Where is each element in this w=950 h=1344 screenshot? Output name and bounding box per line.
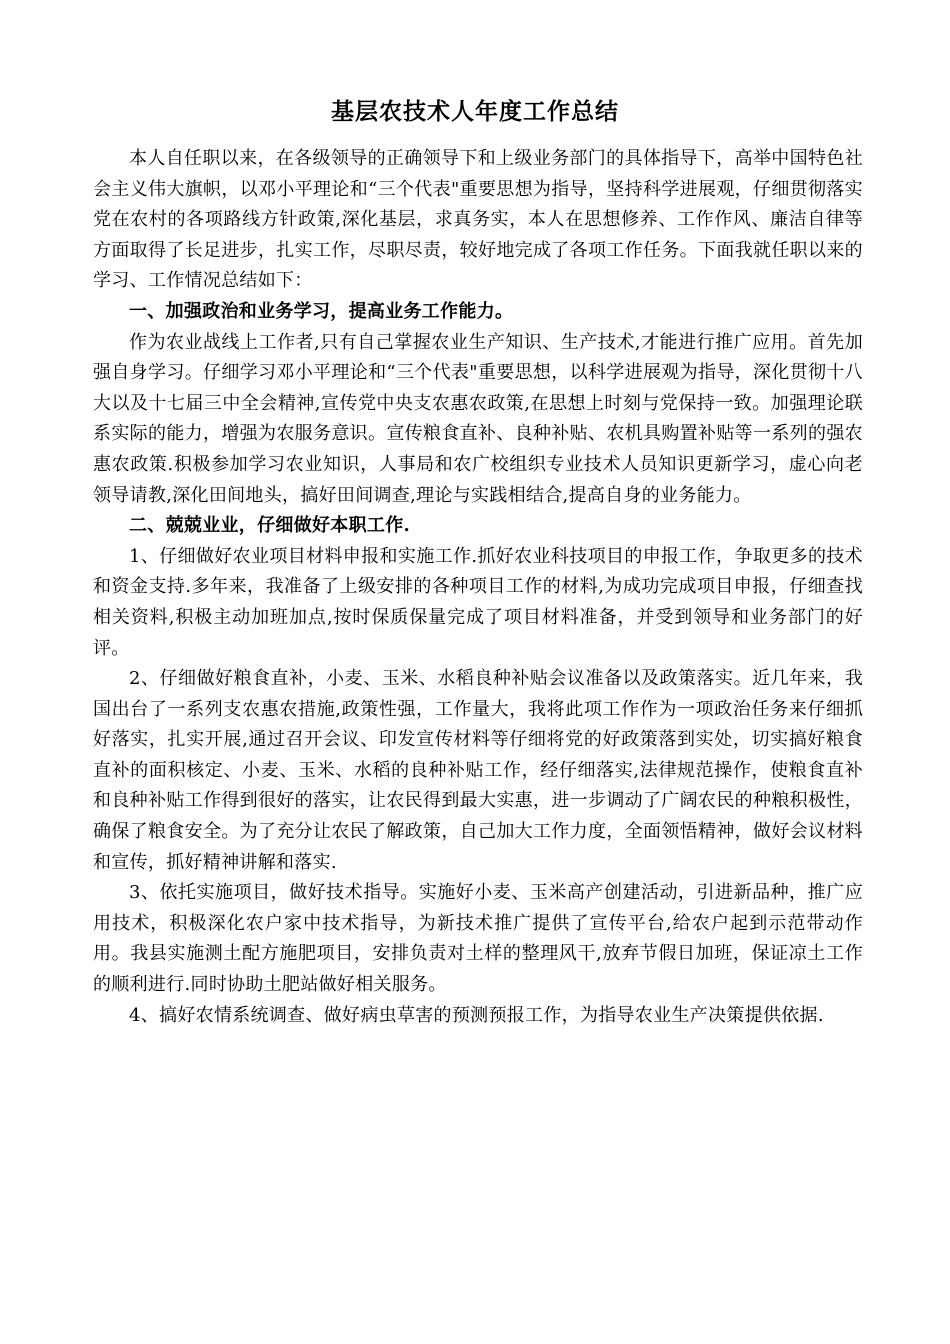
document-body — [93, 144, 863, 1031]
paragraph-item-2: 2、仔细做好粮食直补，小麦、玉米、水稻良种补贴会议准备以及政策落实。近几年来，我国出台了一系列支农惠农措施,政策性强，工作量大，我将此项工作作为一项政治任务来仔细抓好落实，扎实开展,通过召开会议、印发宣传材料等仔细将党的好政策落到实处，切实搞好粮食直补的面积核定、小麦、玉米、水稻的良种补贴工作，经仔细落实,法律规范操作，使粮食直补和良种补贴工作得到很好的落实，让农民得到最大实惠，进一步调动了广阔农民的种粮积极性，确保了粮食安全。为了充分让农民了解政策，自己加大工作力度，全面领悟精神，做好会议材料和宣传，抓好精神讲解和落实. — [93, 668, 863, 873]
paragraph-item-3: 3、依托实施项目，做好技术指导。实施好小麦、玉米高产创建活动，引进新品种，推广应用技术，积极深化农户家中技术指导，为新技术推广提供了宣传平台,给农户起到示范带动作用。我县实施测土配方施肥项目，安排负责对土样的整理风干,放弃节假日加班，保证凉土工作的顺利进行.同时协助土肥站做好相关服务。 — [93, 882, 863, 996]
paragraph-item-1: 1、仔细做好农业项目材料申报和实施工作.抓好农业科技项目的申报工作，争取更多的技术和资金支持.多年来，我准备了上级安排的各种项目工作的材料,为成功完成项目申报，仔细查找相关资料,积极主动加班加点,按时保质保量完成了项目材料准备，并受到领导和业务部门的好评。 — [93, 545, 863, 659]
paragraph-item-4: 4、搞好农情系统调查、做好病虫草害的预测预报工作，为指导农业生产决策提供依据. — [129, 1004, 824, 1026]
section-heading-2: 二、兢兢业业，仔细做好本职工作. — [129, 515, 411, 537]
document-title: 基层农技术人年度工作总结 — [331, 98, 619, 125]
paragraph-intro: 本人自任职以来，在各级领导的正确领导下和上级业务部门的具体指导下，高举中国特色社会主义伟大旗帜，以邓小平理论和“三个代表"重要思想为指导，坚持科学进展观，仔细贯彻落实党在农村的各项路线方针政策,深化基层，求真务实，本人在思想修养、工作作风、廉洁自律等方面取得了长足进步，扎实工作，尽职尽责，较好地完成了各项工作任务。下面我就任职以来的学习、工作情况总结如下： — [93, 148, 863, 292]
section-heading-1: 一、加强政治和业务学习，提高业务工作能力。 — [129, 300, 514, 322]
paragraph-study: 作为农业战线上工作者,只有自己掌握农业生产知识、生产技术,才能进行推广应用。首先加强自身学习。仔细学习邓小平理论和“三个代表"重要思想，以科学进展观为指导，深化贯彻十八大以及十七届三中全会精神,宣传党中央支农惠农政策,在思想上时刻与党保持一致。加强理论联系实际的能力，增强为农服务意识。宣传粮食直补、良种补贴、农机具购置补贴等一系列的强农惠农政策.积极参加学习农业知识，人事局和农广校组织专业技术人员知识更新学习，虚心向老领导请教,深化田间地头，搞好田间调查,理论与实践相结合,提高自身的业务能力。 — [93, 331, 863, 506]
